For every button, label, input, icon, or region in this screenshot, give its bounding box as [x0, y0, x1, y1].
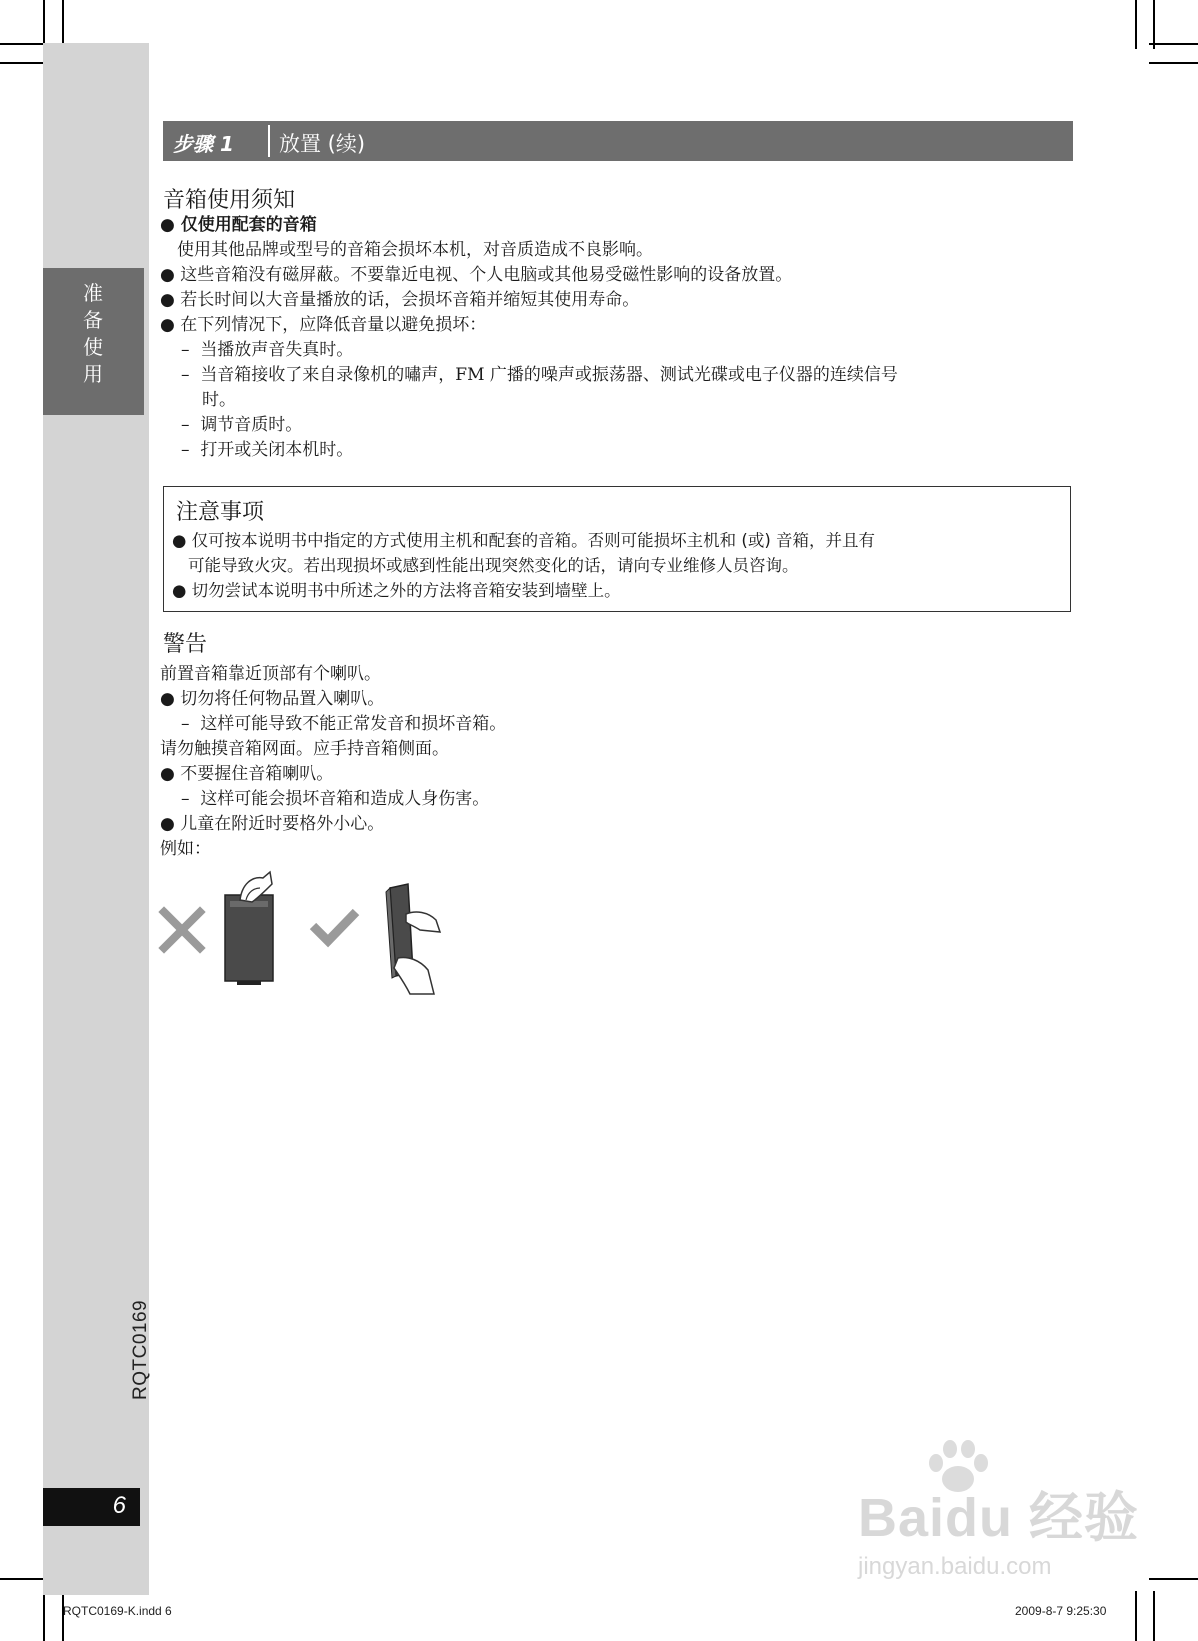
wrong-grip-speaker-icon: [225, 872, 273, 985]
usage-bullet-title: 仅使用配套的音箱: [180, 215, 317, 235]
usage-bullet: 在下列情况下，应降低音量以避免损坏：: [180, 315, 487, 335]
section-tab-char: 备: [83, 308, 103, 332]
crop-mark: [1135, 1591, 1137, 1641]
warning-text: 前置音箱靠近顶部有个喇叭。: [160, 664, 381, 684]
crop-mark: [1135, 0, 1137, 49]
warning-bullet: 不要握住音箱喇叭。: [180, 764, 334, 784]
page-title: 放置 (续): [279, 132, 366, 156]
crop-mark: [0, 43, 49, 45]
correct-check-icon: [313, 912, 356, 941]
warning-dash-item: 这样可能导致不能正常发音和损坏音箱。: [200, 714, 507, 734]
crop-mark: [43, 0, 45, 49]
list-item: ● 仅可按本说明书中指定的方式使用主机和配套的音箱。否则可能损坏主机和 (或) 音箱，并且有: [172, 531, 876, 550]
wrong-cross-icon: [164, 912, 200, 948]
crop-mark: [1149, 62, 1198, 64]
warning-text: 例如：: [160, 839, 211, 859]
crop-mark: [1153, 0, 1155, 49]
list-item: – 当播放声音失真时。: [181, 340, 354, 360]
list-item: – 当音箱接收了来自录像机的嘯声，FM 广播的噪声或振荡器、测试光碟或电子仪器的连续信号: [181, 365, 898, 385]
crop-mark: [43, 1591, 45, 1641]
crop-mark: [1149, 43, 1198, 45]
crop-mark: [0, 62, 49, 64]
page-number: 6: [112, 1492, 126, 1519]
doc-code: RQTC0169: [130, 1299, 151, 1400]
list-item: – 这样可能导致不能正常发音和损坏音箱。: [181, 714, 507, 734]
section-tab-char: 准: [83, 281, 103, 305]
list-item: ● 切勿尝试本说明书中所述之外的方法将音箱安装到墙壁上。: [172, 581, 621, 600]
warning-text: 请勿触摸音箱网面。应手持音箱侧面。: [160, 739, 449, 759]
list-item: ● 仅使用配套的音箱: [160, 215, 317, 235]
warning-bullet: 切勿将任何物品置入喇叭。: [180, 689, 385, 709]
section-tab-char: 使: [83, 335, 103, 359]
usage-dash-item: 当播放声音失真时。: [200, 340, 354, 360]
list-item: ● 切勿将任何物品置入喇叭。: [160, 689, 385, 709]
list-item: ● 若长时间以大音量播放的话，会损坏音箱并缩短其使用寿命。: [160, 290, 640, 310]
caution-heading: 注意事项: [176, 500, 265, 525]
footer-file: RQTC0169-K.indd 6: [63, 1604, 172, 1618]
usage-dash-item: 调节音质时。: [200, 415, 303, 435]
usage-dash-cont: 时。: [202, 390, 236, 410]
section-tab: [43, 268, 144, 415]
correct-grip-speaker-icon: [386, 884, 440, 994]
section-tab-char: 用: [83, 362, 103, 386]
list-item: – 调节音质时。: [181, 415, 303, 435]
warning-heading: 警告: [163, 632, 208, 657]
list-item: – 打开或关闭本机时。: [181, 440, 354, 460]
watermark-logo: Baidu 经验: [858, 1488, 1140, 1548]
usage-bullet: 这些音箱没有磁屏蔽。不要靠近电视、个人电脑或其他易受磁性影响的设备放置。: [180, 265, 793, 285]
crop-mark: [1149, 1578, 1198, 1580]
crop-mark: [62, 0, 64, 49]
usage-text: 使用其他品牌或型号的音箱会损坏本机，对音质造成不良影响。: [177, 240, 653, 260]
usage-bullet: 若长时间以大音量播放的话，会损坏音箱并缩短其使用寿命。: [180, 290, 640, 310]
list-item: ● 儿童在附近时要格外小心。: [160, 814, 385, 834]
usage-dash-item: 当音箱接收了来自录像机的嘯声，FM 广播的噪声或振荡器、测试光碟或电子仪器的连续信号: [200, 365, 898, 385]
usage-heading: 音箱使用须知: [163, 188, 296, 213]
crop-mark: [0, 1578, 49, 1580]
watermark-url: jingyan.baidu.com: [858, 1553, 1052, 1580]
warning-dash-item: 这样可能会损坏音箱和造成人身伤害。: [200, 789, 490, 809]
list-item: – 这样可能会损坏音箱和造成人身伤害。: [181, 789, 490, 809]
list-item: ● 不要握住音箱喇叭。: [160, 764, 334, 784]
example-illustration: [158, 870, 458, 995]
usage-dash-item: 打开或关闭本机时。: [200, 440, 354, 460]
footer-timestamp: 2009-8-7 9:25:30: [1015, 1604, 1107, 1618]
page-number-box: [43, 1488, 140, 1526]
list-item: ● 这些音箱没有磁屏蔽。不要靠近电视、个人电脑或其他易受磁性影响的设备放置。: [160, 265, 793, 285]
crop-mark: [1153, 1591, 1155, 1641]
caution-item: 切勿尝试本说明书中所述之外的方法将音箱安装到墙壁上。: [191, 581, 621, 600]
step-header: [163, 121, 1073, 161]
step-label: 步骤 1: [173, 132, 234, 156]
caution-item-cont: 可能导致火灾。若出现损坏或感到性能出现突然变化的话，请向专业维修人员咨询。: [188, 556, 799, 575]
caution-box: [163, 486, 1071, 612]
list-item: ● 在下列情况下，应降低音量以避免损坏：: [160, 315, 487, 335]
header-divider: [268, 125, 270, 157]
caution-item: 仅可按本说明书中指定的方式使用主机和配套的音箱。否则可能损坏主机和 (或) 音箱，并且有: [191, 531, 876, 550]
warning-bullet: 儿童在附近时要格外小心。: [180, 814, 385, 834]
